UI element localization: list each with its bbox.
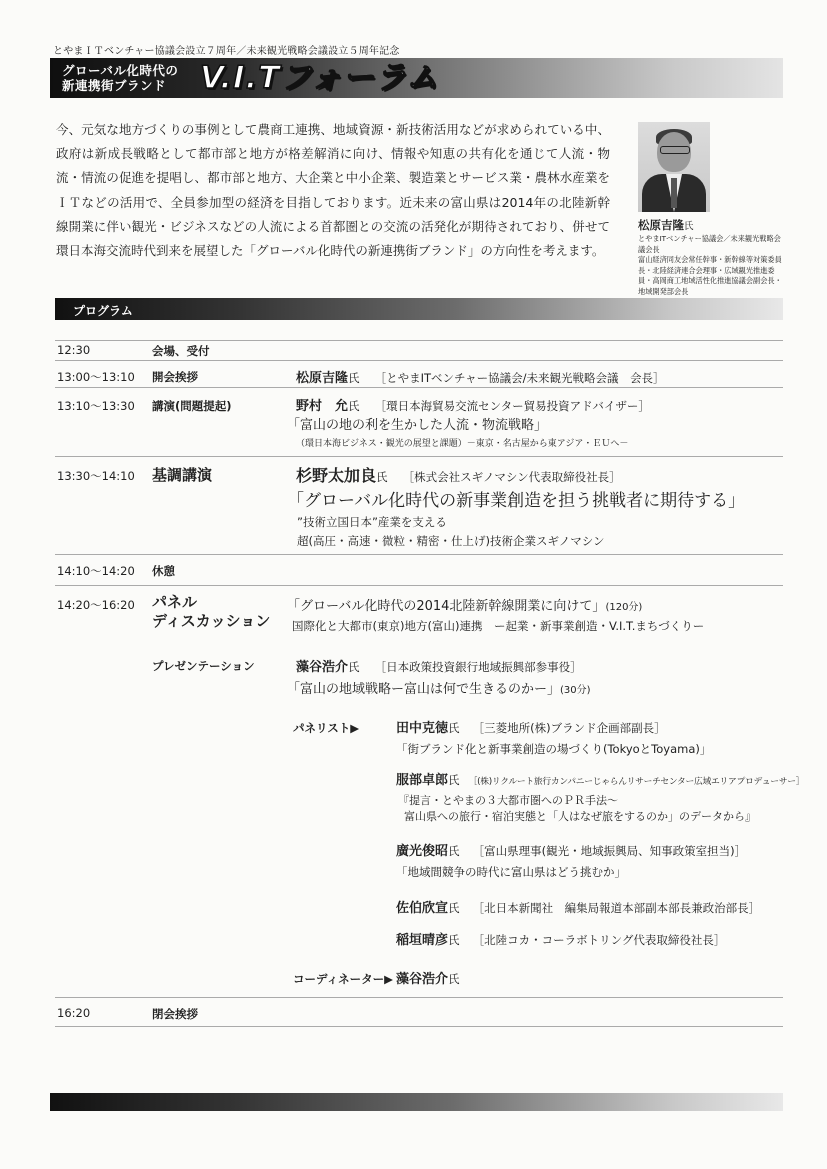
panelist-name: 廣光俊昭 [396, 844, 449, 859]
panelist-topic: 「地域間競争の時代に富山県はどう挑むか」 [396, 865, 626, 879]
presentation-topic-line [287, 678, 591, 697]
keynote-topic: 「グローバル化時代の新事業創造を担う挑戦者に期待する」 [287, 491, 746, 511]
coordinator-label: コーディネーター▶ [293, 972, 393, 986]
speaker-affiliation: ［株式会社スギノマシン代表取締役社長］ [402, 470, 621, 484]
panel-topic-line [287, 595, 642, 614]
row-divider [55, 387, 783, 388]
panelist-name: 田中克徳 [396, 721, 449, 736]
presenter-name: 藻谷浩介 [296, 660, 349, 675]
row-divider [55, 1026, 783, 1027]
program-header-bar [55, 298, 783, 320]
banner-subtitle [62, 63, 178, 93]
panelist-suffix: 氏 [448, 901, 460, 915]
coordinator-line [396, 968, 460, 987]
panelist-name: 佐伯欣宣 [396, 901, 449, 916]
speaker-affiliation: ［とやまITベンチャー協議会/未来観光戦略会議 会長］ [374, 371, 665, 385]
event-cell: 会場、受付 [152, 344, 210, 358]
presenter-affiliation: ［日本政策投資銀行地域振興部参事役］ [374, 660, 582, 674]
profile-description [638, 234, 788, 298]
panelist-line [396, 897, 760, 916]
event-cell: 開会挨拶 [152, 370, 198, 384]
time-cell: 14:10～14:20 [57, 564, 135, 578]
event-cell: 講演(問題提起) [152, 399, 232, 413]
speaker-line [296, 395, 650, 414]
panelist-line [396, 769, 804, 788]
speaker-name: 松原吉隆 [296, 371, 349, 386]
event-line1: パネル [152, 593, 198, 611]
panelist-suffix: 氏 [448, 844, 460, 858]
profile-suffix: 氏 [684, 221, 694, 232]
event-subheading: とやまＩＴベンチャー協議会設立７周年／未来観光戦略会議設立５周年記念 [53, 46, 400, 57]
keynote-note2: 超(高圧・高速・微粒・精密・仕上げ)技術企業スギノマシン [297, 534, 605, 548]
presenter-line [296, 656, 582, 675]
speaker-affiliation: ［環日本海貿易交流センター貿易投資アドバイザー］ [374, 399, 650, 413]
time-cell: 13:30～14:10 [57, 469, 135, 483]
speaker-line [296, 367, 665, 386]
presentation-topic: 「富山の地域戦略ー富山は何で生きるのかー」 [287, 682, 561, 697]
panel-topic: 「グローバル化時代の2014北陸新幹線開業に向けて」 [287, 599, 606, 614]
profile-desc-line2: 富山経済同友会常任幹事・新幹線等対策委員長・北陸経済連合会理事・広域観光推進委員・高岡商工地域活性化推進協議会副会長・地域開発部会長 [638, 255, 782, 296]
panelist-topic: 『提言・とやまの３大都市圏へのＰＲ手法～ [398, 794, 618, 807]
event-cell: 休憩 [152, 564, 175, 578]
coordinator-suffix: 氏 [448, 972, 460, 986]
banner-subtitle-line2: 新連携街ブランド [62, 78, 167, 93]
speaker-suffix: 氏 [376, 470, 388, 484]
speaker-line [296, 463, 621, 486]
panelist-name: 服部卓郎 [396, 773, 449, 788]
time-cell: 13:00～13:10 [57, 370, 135, 384]
presenter-suffix: 氏 [348, 660, 360, 674]
event-line2: ディスカッション [152, 612, 271, 630]
panelist-affiliation: ［富山県理事(観光・地域振興局、知事政策室担当)］ [472, 844, 747, 858]
lecture-topic: 「富山の地の利を生かした人流・物流戦略」 [287, 418, 548, 433]
portrait-photo [638, 122, 710, 212]
panelist-suffix: 氏 [448, 773, 460, 787]
speaker-name: 杉野太加良 [296, 466, 377, 485]
speaker-name: 野村 允 [296, 399, 349, 414]
row-divider [55, 456, 783, 457]
row-divider [55, 340, 783, 341]
speaker-suffix: 氏 [348, 371, 360, 385]
panelist-topic: 「街ブランド化と新事業創造の場づくり(TokyoとToyama)」 [396, 742, 712, 756]
event-cell: 閉会挨拶 [152, 1007, 198, 1021]
panel-subtopic: 国際化と大都市(東京)地方(富山)連携 ー起業・新事業創造・V.I.T.まちづくりー [292, 619, 705, 633]
panelist-affiliation: ［(株)リクルート旅行カンパニーじゃらんリサーチセンター広域エリアプロデューサー］ [468, 777, 805, 787]
profile-name [638, 217, 694, 233]
panelist-affiliation: ［三菱地所(株)ブランド企画部副長］ [472, 721, 666, 735]
title-banner [50, 58, 783, 98]
panelist-suffix: 氏 [448, 933, 460, 947]
presentation-label: プレゼンテーション [152, 659, 255, 673]
coordinator-name: 藻谷浩介 [396, 972, 449, 987]
time-cell: 14:20～16:20 [57, 598, 135, 612]
footer-bar [50, 1093, 783, 1111]
program-label: プログラム [73, 304, 133, 318]
time-cell: 16:20 [57, 1006, 91, 1020]
lecture-note: （環日本海ビジネス・観光の展望と課題）－東京・名古屋から東アジア・ＥＵへ－ [296, 439, 629, 449]
keynote-note1: ”技術立国日本”産業を支える [297, 515, 447, 529]
panelist-line [396, 717, 666, 736]
panelist-suffix: 氏 [448, 721, 460, 735]
panel-duration: (120分) [605, 602, 643, 613]
panelist-topic: 富山県への旅行・宿泊実態と「人はなぜ旅をするのか」のデータから』 [404, 810, 756, 823]
time-cell: 12:30 [57, 343, 91, 357]
time-cell: 13:10～13:30 [57, 399, 135, 413]
panelists-label: パネリスト▶ [293, 721, 360, 735]
profile-name-text: 松原吉隆 [638, 218, 684, 232]
panelist-affiliation: ［北日本新聞社 編集局報道本部副本部長兼政治部長］ [472, 901, 761, 915]
event-cell: 基調講演 [152, 466, 213, 484]
intro-paragraph: 今、元気な地方づくりの事例として農商工連携、地域資源・新技術活用などが求められている中、政府は新成長戦略として都市部と地方が格差解消に向け、情報や知恵の共有化を通じて人流・物流・情流の促進を提唱し、都市部と地方、大企業と中小企業、製造業とサービス業・農林水産業をＩＴなどの活用で、全員参加型の経済を目指しております。近未来の富山県は2014年の北陸新幹線開業に伴い観光・ビジネスなどの人流による首都圏との交流の活発化が期待されており、併せて環日本海交流時代到来を展望した「グローバル化時代の新連携街ブランド」の方向性を考えます。 [56, 122, 610, 259]
row-divider [55, 554, 783, 555]
row-divider [55, 585, 783, 586]
panelist-line [396, 840, 746, 859]
panelist-line [396, 929, 725, 948]
row-divider [55, 997, 783, 998]
panelist-name: 稲垣晴彦 [396, 933, 449, 948]
profile-desc-line1: とやまITベンチャー協議会／未来観光戦略会議会長 [638, 234, 781, 254]
event-cell [152, 593, 270, 631]
presentation-duration: (30分) [560, 685, 591, 696]
page-title: V.I.Tフォーラム [200, 60, 439, 96]
banner-subtitle-line1: グローバル化時代の [62, 63, 179, 78]
row-divider [55, 360, 783, 361]
panelist-affiliation: ［北陸コカ・コーラボトリング代表取締役社長］ [472, 933, 726, 947]
speaker-suffix: 氏 [348, 399, 360, 413]
